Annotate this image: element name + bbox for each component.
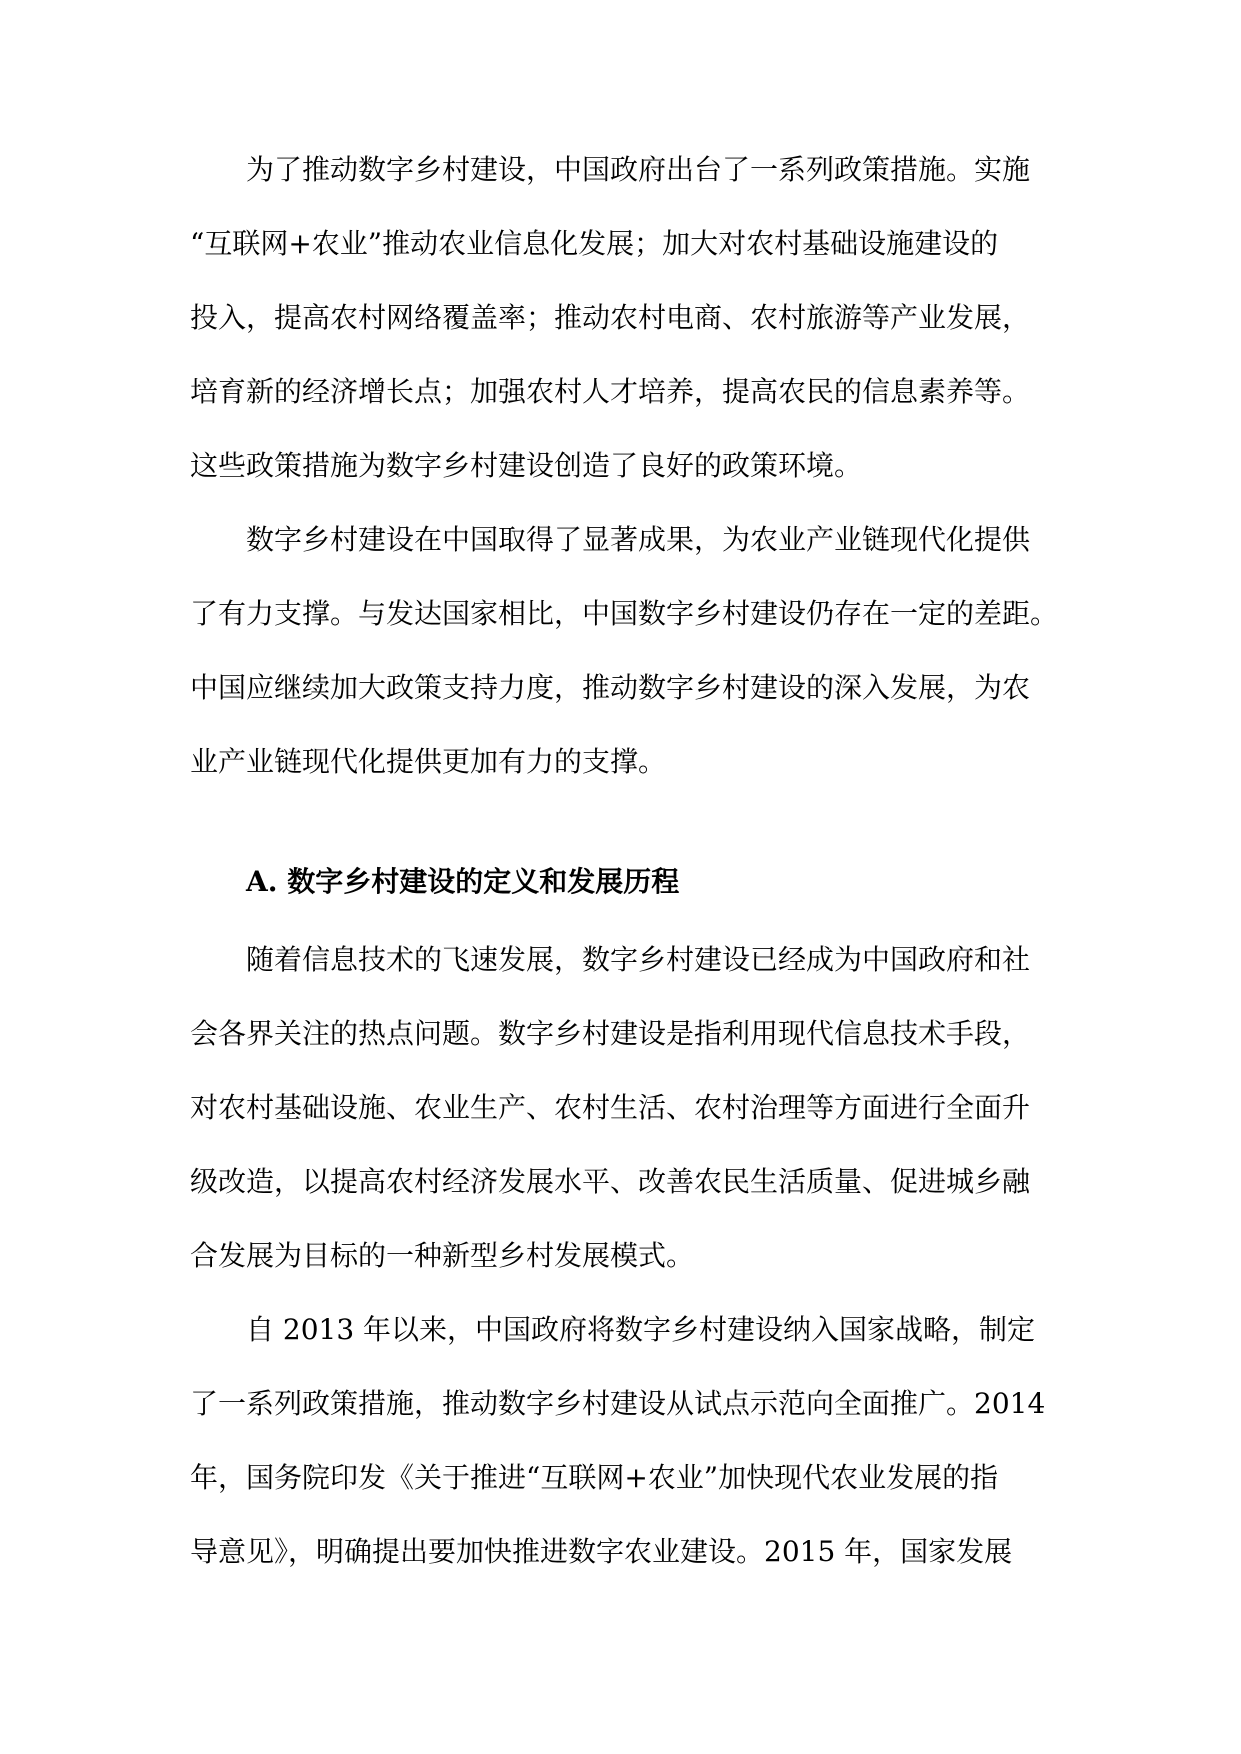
paragraph-1-line-4: 培育新的经济增长点；加强农村人才培养，提高农民的信息素养等。 — [190, 375, 1031, 408]
paragraph-1-line-1: 为了推动数字乡村建设，中国政府出台了一系列政策措施。实施 — [246, 153, 1031, 186]
paragraph-1-line-3: 投入，提高农村网络覆盖率；推动农村电商、农村旅游等产业发展， — [190, 301, 1031, 334]
paragraph-2-line-1: 数字乡村建设在中国取得了显著成果，为农业产业链现代化提供 — [246, 523, 1031, 556]
section-paragraph-1-line-5: 合发展为目标的一种新型乡村发展模式。 — [190, 1239, 695, 1272]
section-paragraph-1-line-4: 级改造，以提高农村经济发展水平、改善农民生活质量、促进城乡融 — [190, 1165, 1031, 1198]
section-heading: A. 数字乡村建设的定义和发展历程 — [246, 865, 680, 898]
paragraph-2-line-3: 中国应继续加大政策支持力度，推动数字乡村建设的深入发展，为农 — [190, 671, 1031, 704]
section-paragraph-2-line-4: 导意见》，明确提出要加快推进数字农业建设。2015 年，国家发展 — [190, 1535, 1013, 1568]
section-paragraph-1-line-3: 对农村基础设施、农业生产、农村生活、农村治理等方面进行全面升 — [190, 1091, 1031, 1124]
section-paragraph-1-line-1: 随着信息技术的飞速发展，数字乡村建设已经成为中国政府和社 — [246, 943, 1031, 976]
section-paragraph-2-line-3: 年，国务院印发《关于推进“互联网+农业”加快现代农业发展的指 — [190, 1461, 999, 1494]
paragraph-1-line-2: “互联网+农业”推动农业信息化发展；加大对农村基础设施建设的 — [190, 227, 999, 260]
paragraph-1-line-5: 这些政策措施为数字乡村建设创造了良好的政策环境。 — [190, 449, 863, 482]
paragraph-2-line-4: 业产业链现代化提供更加有力的支撑。 — [190, 745, 667, 778]
section-paragraph-1-line-2: 会各界关注的热点问题。数字乡村建设是指利用现代信息技术手段， — [190, 1017, 1031, 1050]
section-paragraph-2-line-2: 了一系列政策措施，推动数字乡村建设从试点示范向全面推广。2014 — [190, 1387, 1046, 1420]
paragraph-2-line-2: 了有力支撑。与发达国家相比，中国数字乡村建设仍存在一定的差距。 — [190, 597, 1059, 630]
section-paragraph-2-line-1: 自 2013 年以来，中国政府将数字乡村建设纳入国家战略，制定 — [246, 1313, 1036, 1346]
